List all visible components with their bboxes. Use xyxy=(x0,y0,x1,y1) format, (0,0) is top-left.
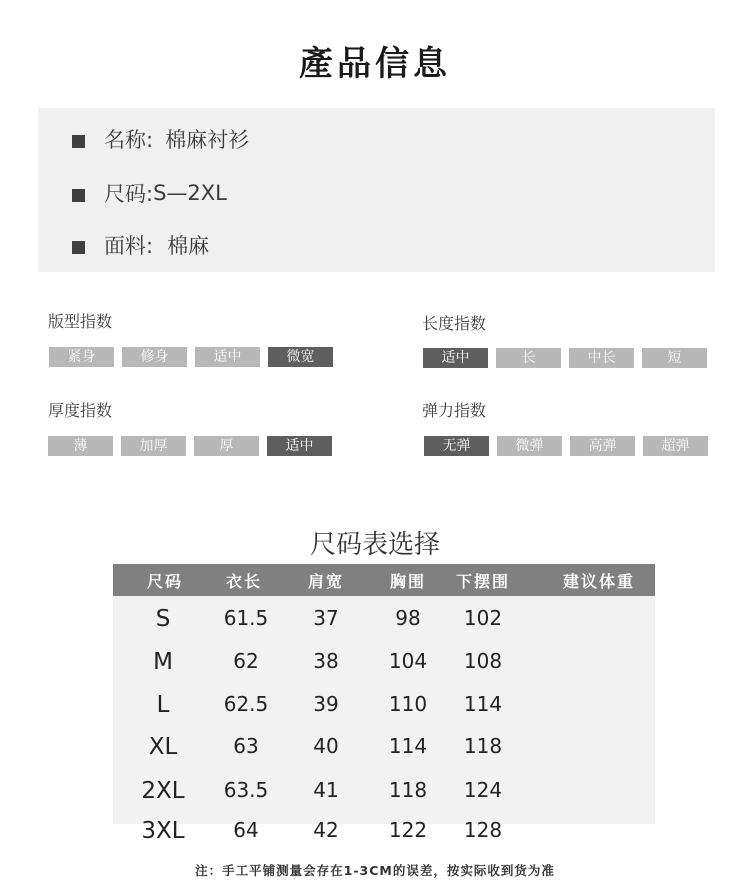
table-row xyxy=(113,649,655,689)
square-bullet-icon xyxy=(72,241,85,254)
elasticity-index-title: 弹力指数 xyxy=(422,401,487,420)
size-table-title: 尺码表选择 xyxy=(309,530,440,560)
header-chest: 胸围 xyxy=(389,571,426,591)
hem-cell: 124 xyxy=(463,778,503,802)
header-weight: 建议体重 xyxy=(562,571,635,591)
size-cell: L xyxy=(156,692,170,718)
length-option-chip: 长 xyxy=(496,348,561,368)
fit-option-chip: 适中 xyxy=(195,347,260,367)
length-cell: 63 xyxy=(233,734,259,758)
shoulder-cell: 41 xyxy=(313,778,339,802)
length-index-options xyxy=(423,348,707,368)
info-label: 名称: xyxy=(104,128,154,152)
size-cell: XL xyxy=(148,734,178,760)
thickness-index-options xyxy=(48,436,332,456)
length-cell: 64 xyxy=(233,818,259,842)
square-bullet-icon xyxy=(72,135,85,148)
info-value: 棉麻衬衫 xyxy=(165,128,250,152)
length-option-chip: 适中 xyxy=(423,348,488,368)
table-row xyxy=(113,692,655,732)
fit-option-chip: 修身 xyxy=(122,347,187,367)
hem-cell: 108 xyxy=(463,649,503,673)
elasticity-option-chip: 微弹 xyxy=(497,436,562,456)
length-cell: 62 xyxy=(233,649,259,673)
header-size: 尺码 xyxy=(146,571,183,591)
length-option-chip: 中长 xyxy=(569,348,634,368)
table-row xyxy=(113,606,655,646)
thickness-option-chip: 厚 xyxy=(194,436,259,456)
shoulder-cell: 37 xyxy=(313,606,339,630)
size-cell: S xyxy=(155,606,171,632)
length-cell: 63.5 xyxy=(223,778,269,802)
size-table-header xyxy=(113,564,655,596)
table-row xyxy=(113,778,655,818)
hem-cell: 102 xyxy=(463,606,503,630)
header-hem: 下摆围 xyxy=(455,571,510,591)
hem-cell: 128 xyxy=(463,818,503,842)
size-cell: M xyxy=(153,649,173,675)
info-label: 面料: xyxy=(104,234,154,258)
thickness-option-chip: 加厚 xyxy=(121,436,186,456)
chest-cell: 98 xyxy=(395,606,421,630)
thickness-option-chip: 薄 xyxy=(48,436,113,456)
info-row-fabric xyxy=(72,230,209,260)
chest-cell: 110 xyxy=(388,692,428,716)
length-option-chip: 短 xyxy=(642,348,707,368)
fit-index-title: 版型指数 xyxy=(48,312,113,331)
size-cell: 3XL xyxy=(141,818,185,844)
fit-option-chip: 微宽 xyxy=(268,347,333,367)
table-row xyxy=(113,734,655,774)
info-value: S—2XL xyxy=(153,181,227,205)
thickness-index-title: 厚度指数 xyxy=(48,401,113,420)
table-row xyxy=(113,818,655,858)
info-label: 尺码: xyxy=(104,182,154,206)
length-cell: 61.5 xyxy=(223,606,269,630)
shoulder-cell: 40 xyxy=(313,734,339,758)
length-cell: 62.5 xyxy=(223,692,269,716)
size-cell: 2XL xyxy=(141,778,185,804)
chest-cell: 114 xyxy=(388,734,428,758)
shoulder-cell: 38 xyxy=(313,649,339,673)
fit-index-options xyxy=(49,347,333,367)
chest-cell: 122 xyxy=(388,818,428,842)
measurement-note: 注：手工平铺测量会存在1-3CM的误差，按实际收到货为准 xyxy=(195,863,555,878)
elasticity-option-chip: 无弹 xyxy=(424,436,489,456)
chest-cell: 118 xyxy=(388,778,428,802)
header-length: 衣长 xyxy=(225,571,262,591)
thickness-option-chip: 适中 xyxy=(267,436,332,456)
chest-cell: 104 xyxy=(388,649,428,673)
shoulder-cell: 42 xyxy=(313,818,339,842)
info-row-size xyxy=(72,178,227,208)
product-info-panel xyxy=(38,108,715,272)
size-table-body xyxy=(113,596,655,844)
shoulder-cell: 39 xyxy=(313,692,339,716)
hem-cell: 114 xyxy=(463,692,503,716)
hem-cell: 118 xyxy=(463,734,503,758)
elasticity-index-options xyxy=(424,436,708,456)
length-index-title: 长度指数 xyxy=(422,314,487,333)
elasticity-option-chip: 高弹 xyxy=(570,436,635,456)
info-value: 棉麻 xyxy=(167,234,210,258)
elasticity-option-chip: 超弹 xyxy=(643,436,708,456)
square-bullet-icon xyxy=(72,189,85,202)
fit-option-chip: 紧身 xyxy=(49,347,114,367)
info-row-name xyxy=(72,124,249,154)
header-shoulder: 肩宽 xyxy=(307,571,344,591)
page-title: 產品信息 xyxy=(299,44,451,84)
